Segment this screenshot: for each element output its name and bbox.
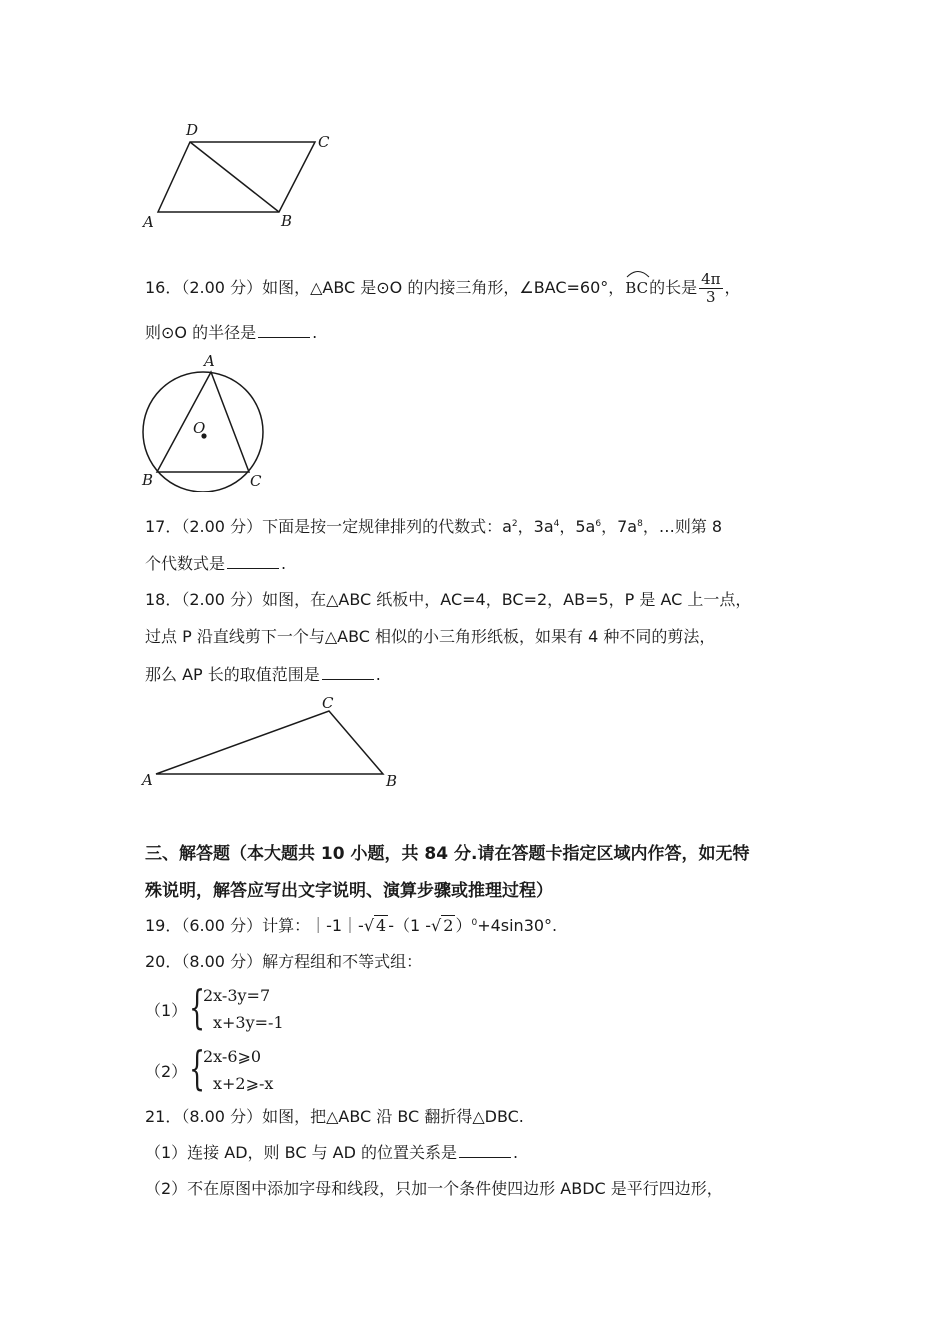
arc-bc (625, 270, 648, 300)
term-3-base: 5a (575, 517, 596, 536)
minus-paren: -（1 - (388, 916, 432, 935)
close-paren: ） (455, 916, 472, 935)
answer-blank (258, 323, 310, 338)
term-1-base: a (502, 517, 512, 536)
section-3-heading-line1: 三、解答题（本大题共 10 小题，共 84 分.请在答题卡指定区域内作答，如无特 (145, 844, 750, 864)
answer-blank (227, 554, 279, 569)
label-o: O (193, 419, 206, 437)
fraction-4pi-3 (699, 271, 722, 306)
diagonal-db (190, 142, 279, 212)
q16-text-mid: 的长是 (649, 278, 698, 297)
q16-text2: 则⊙O 的半径是 (145, 323, 257, 342)
q19-end: +4sin30°. (477, 916, 558, 935)
minus: - (358, 916, 364, 935)
term-3-sep: ， (601, 517, 618, 536)
term-4-sep: ， (642, 517, 659, 536)
sqrt-4: √ 4 (363, 916, 387, 935)
label-c: C (322, 694, 334, 712)
triangle-figure (140, 694, 410, 794)
term-1 (502, 517, 534, 536)
q17-text2-end: . (281, 554, 287, 573)
term-4 (617, 517, 659, 536)
q16-line1 (145, 270, 741, 306)
q16-text2-end: . (312, 323, 318, 342)
q17-text: 17．（2.00 分）下面是按一定规律排列的代数式： (145, 517, 503, 536)
q21-part1 (145, 1141, 518, 1165)
brace-icon: { (189, 980, 206, 1034)
term-2 (534, 517, 576, 536)
q18-text3: 那么 AP 长的取值范围是 (145, 665, 320, 684)
parallelogram-figure (140, 118, 340, 234)
label-b: B (386, 772, 398, 790)
term-3 (575, 517, 617, 536)
abs-value: ｜-1｜ (310, 916, 359, 935)
term-3-exp: 6 (595, 519, 602, 529)
q17-text2: 个代数式是 (145, 554, 226, 573)
label-b: B (142, 471, 154, 489)
sqrt-2: √ 2 (431, 916, 454, 935)
system-2-eq2: x+2⩾-x (213, 1074, 274, 1093)
label-a: A (142, 771, 153, 789)
q17-line1 (145, 515, 722, 539)
term-2-base: 3a (533, 517, 554, 536)
q17-line2 (145, 552, 286, 576)
system-2-label: （2） (145, 1062, 188, 1081)
q21-part1-end: . (513, 1143, 519, 1162)
label-c: C (318, 133, 330, 151)
label-a: A (204, 352, 215, 370)
q21-line: 21．（8.00 分）如图，把△ABC 沿 BC 翻折得△DBC. (145, 1107, 524, 1126)
inequality-system-2 (145, 1041, 345, 1097)
term-4-exp: 8 (637, 519, 643, 529)
system-1-eq1: 2x-3y=7 (203, 986, 271, 1005)
arc-icon (625, 268, 651, 278)
brace-icon: { (189, 1041, 206, 1095)
term-2-sep: ， (559, 517, 576, 536)
q18-line1: 18．（2.00 分）如图，在△ABC 纸板中，AC=4，BC=2，AB=5，P 是 AC 上一点， (145, 590, 752, 609)
circle-triangle-figure (138, 352, 270, 492)
q18-line2: 过点 P 沿直线剪下一个与△ABC 相似的小三角形纸板，如果有 4 种不同的剪法， (145, 627, 716, 646)
answer-blank (322, 665, 374, 680)
q19-text: 19．（6.00 分）计算： (145, 916, 311, 935)
q19-line (145, 914, 557, 938)
exponent-0: 0 (471, 918, 478, 928)
arc-bc-label: BC (625, 279, 649, 297)
q16-text: 16．（2.00 分）如图，△ABC 是⊙O 的内接三角形，∠BAC=60°， (145, 278, 625, 297)
sqrt-4-radicand: 4 (376, 916, 387, 935)
q21-part1-text: （1）连接 AD，则 BC 与 AD 的位置关系是 (145, 1143, 458, 1162)
term-4-base: 7a (617, 517, 638, 536)
system-1-eq2: x+3y=-1 (213, 1013, 284, 1032)
equation-system-1 (145, 980, 345, 1036)
term-1-sep: ， (517, 517, 534, 536)
q17-text-end: …则第 8 (658, 517, 723, 536)
q16-text-end: ， (724, 278, 741, 297)
parallelogram-shape (158, 142, 315, 212)
q20-line: 20．（8.00 分）解方程组和不等式组： (145, 952, 423, 971)
answer-blank (459, 1143, 511, 1158)
fraction-numerator: 4π (701, 270, 721, 288)
term-2-exp: 4 (553, 519, 560, 529)
term-1-exp: 2 (511, 519, 518, 529)
q18-line3 (145, 663, 381, 687)
system-1-label: （1） (145, 1001, 188, 1020)
system-2-eq1: 2x-6⩾0 (203, 1047, 262, 1066)
q16-line2 (145, 321, 317, 345)
q21-part2: （2）不在原图中添加字母和线段，只加一个条件使四边形 ABDC 是平行四边形， (145, 1179, 723, 1198)
label-a: A (143, 213, 154, 231)
q18-text3-end: . (375, 665, 381, 684)
label-d: D (186, 121, 199, 139)
fraction-denominator: 3 (706, 288, 716, 306)
label-b: B (281, 212, 293, 230)
label-c: C (250, 472, 262, 490)
sqrt-2-radicand: 2 (443, 916, 454, 935)
section-3-heading-line2: 殊说明，解答应写出文字说明、演算步骤或推理过程） (145, 881, 553, 901)
triangle-abc (156, 711, 383, 774)
